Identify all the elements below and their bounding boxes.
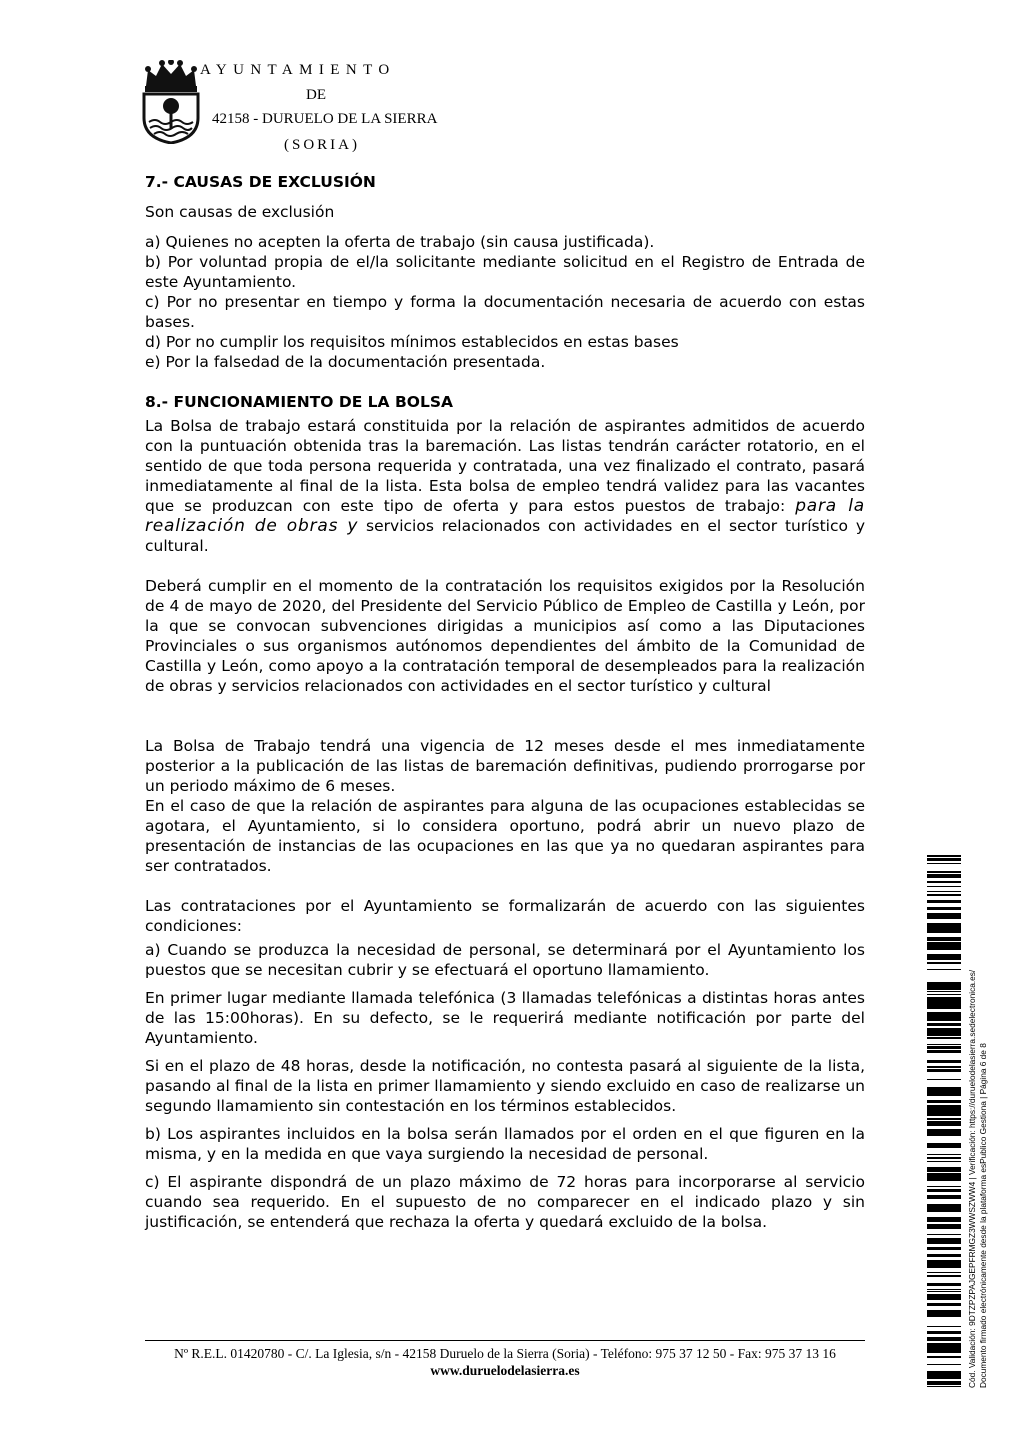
header-ayuntamiento: AYUNTAMIENTO xyxy=(200,62,396,78)
footer-address: Nº R.E.L. 01420780 - C/. La Iglesia, s/n - 42158 Duruelo de la Sierra (Soria) - Teléfono: 975 37 12 50 - Fax: 975 37 13 16 xyxy=(174,1346,836,1361)
exclusion-item: a) Quienes no acepten la oferta de trabajo (sin causa justificada). xyxy=(145,233,655,251)
paragraph: En el caso de que la relación de aspirantes para alguna de las ocupaciones establecidas se agotara, el Ayuntamiento, si lo considera oportuno, podrá abrir un nuevo plazo de presentación de instancias de las ocupaciones en las que ya no quedaran aspirantes para ser contratados. xyxy=(145,797,865,875)
paragraph: Si en el plazo de 48 horas, desde la notificación, no contesta pasará al siguiente de la lista, pasando al final de la lista en primer llamamiento y siendo excluido en caso de realizarse un segundo llamamiento sin contestación en los términos establecidos. xyxy=(145,1057,865,1115)
document-body xyxy=(145,170,865,1232)
paragraph xyxy=(145,416,865,556)
exclusion-item: d) Por no cumplir los requisitos mínimos establecidos en estas bases xyxy=(145,333,679,351)
paragraph: En primer lugar mediante llamada telefónica (3 llamadas telefónicas a distintas horas antes de las 15:00horas). En su defecto, se le requerirá mediante notificación por parte del Ayuntamiento. xyxy=(145,989,865,1047)
section-7-intro: Son causas de exclusión xyxy=(145,203,335,221)
paragraph-text: La Bolsa de trabajo estará constituida por la relación de aspirantes admitidos de acuerdo con la puntuación obtenida tras la baremación. Las listas tendrán carácter rotatorio, en el sentido de que toda persona requerida y contratada, una vez finalizado el contrato, pasará inmediatamente al final de la lista. Esta bolsa de empleo tendrá validez para las vacantes que se produzcan con este tipo de oferta y para estos puestos de trabajo: xyxy=(145,417,865,515)
footer-website: www.duruelodelasierra.es xyxy=(430,1363,580,1378)
town-crest-icon xyxy=(140,60,202,144)
barcode-icon xyxy=(927,855,961,1387)
header-province: (SORIA) xyxy=(284,137,360,153)
paragraph-text: servicios relacionados con actividades en el sector turístico y cultural. xyxy=(145,517,865,555)
paragraph: b) Los aspirantes incluidos en la bolsa serán llamados por el orden en el que figuren en la misma, y en la medida en que vaya surgiendo la necesidad de personal. xyxy=(145,1125,865,1163)
exclusion-item: e) Por la falsedad de la documentación presentada. xyxy=(145,353,546,371)
paragraph: c) El aspirante dispondrá de un plazo máximo de 72 horas para incorporarse al servicio cuando sea requerido. En el supuesto de no comparecer en el indicado plazo y sin justificación, se entenderá que rechaza la oferta y quedará excluido de la bolsa. xyxy=(145,1173,865,1231)
verification-line-2: Documento firmado electrónicamente desde la plataforma esPublico Gestiona | Página 6 de 8 xyxy=(978,1043,988,1388)
header-address: 42158 - DURUELO DE LA SIERRA xyxy=(212,111,438,127)
section-7-title: 7.- CAUSAS DE EXCLUSIÓN xyxy=(145,173,376,191)
paragraph: Deberá cumplir en el momento de la contratación los requisitos exigidos por la Resolución de 4 de mayo de 2020, del Presidente del Servicio Público de Empleo de Castilla y León, por la que se convocan subvenciones dirigidas a municipios así como a las Diputaciones Provinciales o sus organismos autónomos dependientes del ámbito de la Comunidad de Castilla y León, como apoyo a la contratación temporal de desempleados para la realización de obras y servicios relacionados con actividades en el sector turístico y cultural xyxy=(145,577,865,695)
paragraph: La Bolsa de Trabajo tendrá una vigencia de 12 meses desde el mes inmediatamente posterior a la publicación de las listas de baremación definitivas, pudiendo prorrogarse por un periodo máximo de 6 meses. xyxy=(145,737,865,795)
italic-text: para la realización de obras y xyxy=(145,496,865,536)
exclusion-item: c) Por no presentar en tiempo y forma la documentación necesaria de acuerdo con estas bases. xyxy=(145,293,865,331)
paragraph: Las contrataciones por el Ayuntamiento se formalizarán de acuerdo con las siguientes condiciones: xyxy=(145,897,865,935)
verification-line-1: Cód. Validación: 9DTZPZPAJGEPFRMGZ3WWSZWW4 | Verificación: https://duruelodelasierra.sedelectronica.es/ xyxy=(967,969,977,1388)
header-de: DE xyxy=(306,87,326,103)
paragraph: a) Cuando se produzca la necesidad de personal, se determinará por el Ayuntamiento los puestos que se necesitan cubrir y se efectuará el oportuno llamamiento. xyxy=(145,941,865,979)
footer-divider xyxy=(145,1340,865,1341)
section-8-title: 8.- FUNCIONAMIENTO DE LA BOLSA xyxy=(145,393,453,411)
verification-text xyxy=(967,848,989,1388)
exclusion-item: b) Por voluntad propia de el/la solicitante mediante solicitud en el Registro de Entrada de este Ayuntamiento. xyxy=(145,253,865,291)
